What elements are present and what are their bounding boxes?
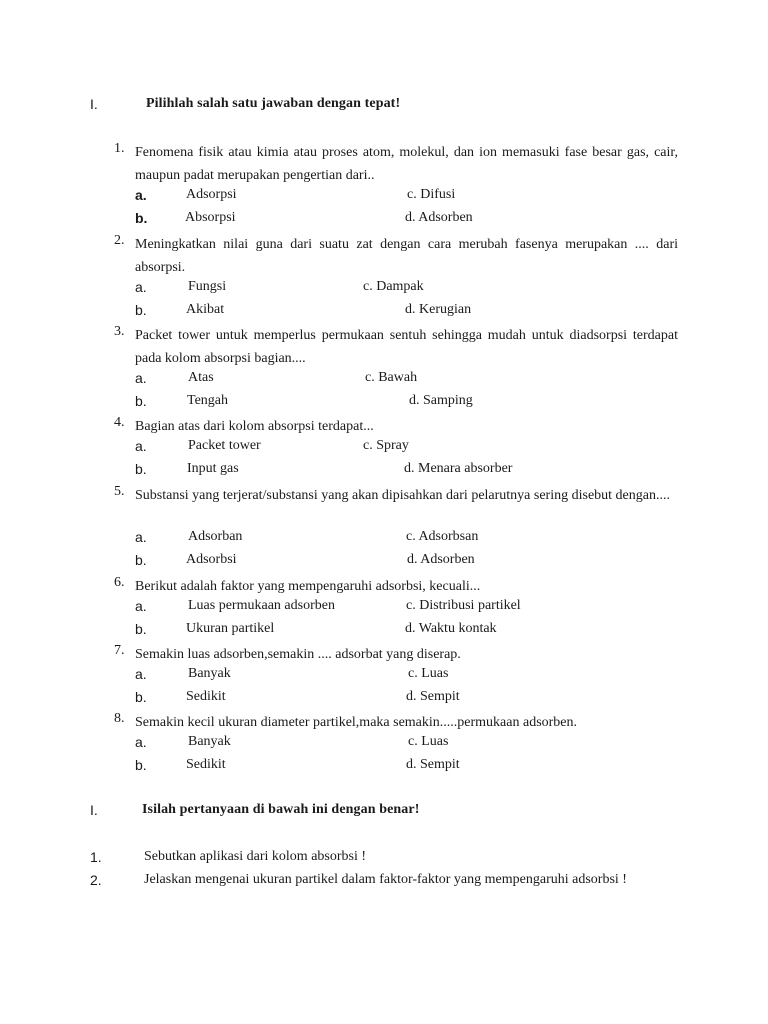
options-row-ac <box>135 734 695 756</box>
option-b-label: b. <box>135 757 147 773</box>
option-a: Fungsi <box>188 279 227 294</box>
option-b: Ukuran partikel <box>186 621 275 636</box>
option-a: Packet tower <box>188 438 261 453</box>
option-a: Banyak <box>188 666 231 681</box>
essay-question-2 <box>90 872 690 894</box>
option-b: Adsorbsi <box>186 552 237 567</box>
options-row-ac <box>135 529 695 551</box>
question-number: 5. <box>114 484 125 499</box>
question-number: 3. <box>114 324 125 339</box>
options-row-ac <box>135 438 695 460</box>
essay-text: Jelaskan mengenai ukuran partikel dalam faktor-faktor yang mempengaruhi adsorbsi ! <box>144 872 627 887</box>
question-text: Semakin luas adsorben,semakin .... adsorbat yang diserap. <box>135 647 461 662</box>
question-number: 4. <box>114 415 125 430</box>
option-b: Absorpsi <box>185 210 236 225</box>
option-a-label: a. <box>135 187 147 203</box>
option-a-label: a. <box>135 529 147 545</box>
option-d: d. Sempit <box>406 757 460 772</box>
option-b-label: b. <box>135 689 147 705</box>
option-b: Tengah <box>187 393 229 408</box>
option-c: c. Distribusi partikel <box>406 598 521 613</box>
option-d: d. Adsorben <box>407 552 475 567</box>
section-1-header <box>90 96 690 118</box>
question-text: Packet tower untuk memperlus permukaan sentuh sehingga mudah untuk diadsorpsi terdapat pada kolom absorpsi bagian.... <box>135 328 678 366</box>
option-a: Luas permukaan adsorben <box>188 598 335 613</box>
option-a-label: a. <box>135 598 147 614</box>
question-8 <box>114 711 678 734</box>
option-b-label: b. <box>135 302 147 318</box>
options-row-bd <box>135 621 695 643</box>
question-number: 2. <box>114 233 125 248</box>
options-row-bd <box>135 689 695 711</box>
options-row-ac <box>135 666 695 688</box>
options-row-bd <box>135 302 695 324</box>
option-d: d. Kerugian <box>405 302 472 317</box>
question-5 <box>114 484 678 507</box>
section-2-numeral: I. <box>90 802 98 818</box>
option-b: Sedikit <box>186 757 226 772</box>
question-text: Berikut adalah faktor yang mempengaruhi adsorbsi, kecuali... <box>135 579 481 594</box>
option-c: c. Bawah <box>365 370 418 385</box>
question-6 <box>114 575 678 598</box>
option-c: c. Spray <box>363 438 409 453</box>
option-c: c. Difusi <box>407 187 456 202</box>
option-d: d. Waktu kontak <box>405 621 497 636</box>
option-a-label: a. <box>135 666 147 682</box>
question-number: 1. <box>114 141 125 156</box>
option-b-label: b. <box>135 461 147 477</box>
essay-text: Sebutkan aplikasi dari kolom absorbsi ! <box>144 849 367 864</box>
options-row-ac <box>135 598 695 620</box>
question-text: Meningkatkan nilai guna dari suatu zat dengan cara merubah fasenya merupakan .... dari absorpsi. <box>135 237 678 275</box>
option-a-label: a. <box>135 370 147 386</box>
options-row-ac <box>135 370 695 392</box>
question-text: Fenomena fisik atau kimia atau proses atom, molekul, dan ion memasuki fase besar gas, cair, maupun padat merupakan pengertian dari.. <box>135 145 678 183</box>
question-3 <box>114 324 678 370</box>
section-1-title: Pilihlah salah satu jawaban dengan tepat! <box>146 96 401 111</box>
options-row-ac <box>135 279 695 301</box>
option-a: Atas <box>188 370 214 385</box>
option-a: Adsorban <box>188 529 243 544</box>
option-b-label: b. <box>135 393 147 409</box>
section-2-title: Isilah pertanyaan di bawah ini dengan benar! <box>142 802 420 817</box>
essay-number: 1. <box>90 849 102 865</box>
essay-question-1 <box>90 849 690 871</box>
options-row-ac <box>135 187 695 209</box>
section-2-header <box>90 802 690 824</box>
options-row-bd <box>135 393 695 415</box>
option-d: d. Adsorben <box>405 210 473 225</box>
option-c: c. Luas <box>408 734 449 749</box>
option-b: Sedikit <box>186 689 226 704</box>
options-row-bd <box>135 757 695 779</box>
option-a: Banyak <box>188 734 231 749</box>
option-b-label: b. <box>135 552 147 568</box>
option-a-label: a. <box>135 734 147 750</box>
option-c: c. Luas <box>408 666 449 681</box>
question-number: 8. <box>114 711 125 726</box>
option-c: c. Adsorbsan <box>406 529 479 544</box>
option-b-label: b. <box>135 210 148 226</box>
options-row-bd <box>135 552 695 574</box>
option-a-label: a. <box>135 279 147 295</box>
question-7 <box>114 643 678 666</box>
option-b: Akibat <box>186 302 225 317</box>
option-a-label: a. <box>135 438 147 454</box>
option-d: d. Samping <box>409 393 473 408</box>
question-2 <box>114 233 678 279</box>
option-b: Input gas <box>187 461 239 476</box>
question-text: Semakin kecil ukuran diameter partikel,maka semakin.....permukaan adsorben. <box>135 715 578 730</box>
option-c: c. Dampak <box>363 279 424 294</box>
question-text: Bagian atas dari kolom absorpsi terdapat... <box>135 419 374 434</box>
option-d: d. Sempit <box>406 689 460 704</box>
question-number: 7. <box>114 643 125 658</box>
essay-number: 2. <box>90 872 102 888</box>
section-1-numeral: I. <box>90 96 98 112</box>
option-b-label: b. <box>135 621 147 637</box>
options-row-bd <box>135 461 695 483</box>
question-text: Substansi yang terjerat/substansi yang akan dipisahkan dari pelarutnya sering disebut dengan.... <box>135 488 670 503</box>
option-a: Adsorpsi <box>186 187 237 202</box>
question-4 <box>114 415 678 438</box>
options-row-bd <box>135 210 695 232</box>
option-d: d. Menara absorber <box>404 461 513 476</box>
question-number: 6. <box>114 575 125 590</box>
question-1 <box>114 141 678 187</box>
